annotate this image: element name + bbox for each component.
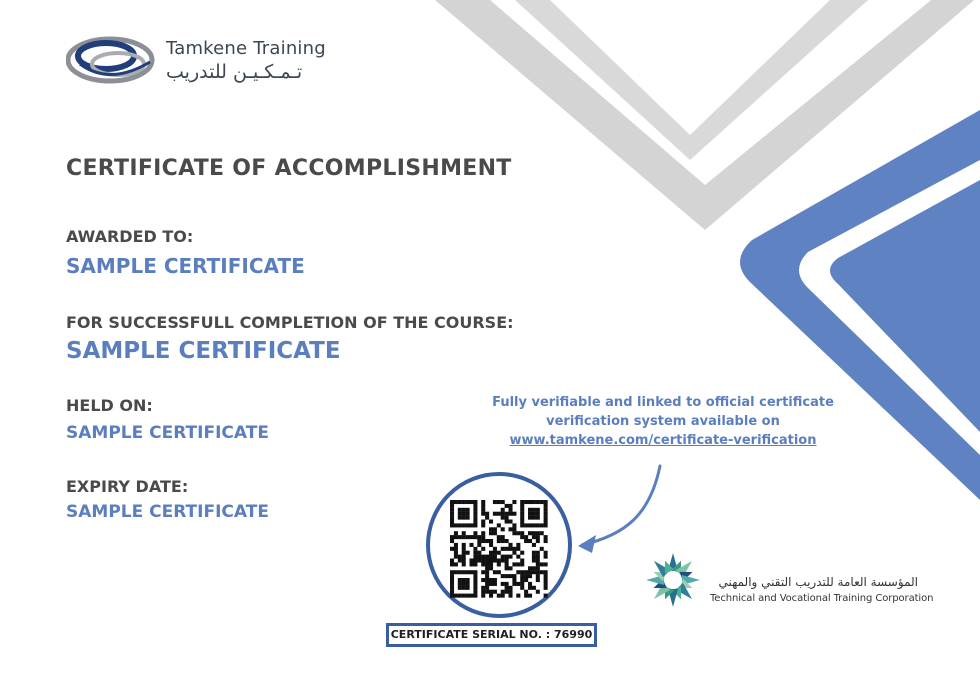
tvtc-name-english: Technical and Vocational Training Corporation [710, 593, 934, 604]
awarded-to-label: AWARDED TO: [66, 227, 194, 246]
certificate-title: CERTIFICATE OF ACCOMPLISHMENT [66, 156, 512, 181]
held-on-value: SAMPLE CERTIFICATE [66, 423, 269, 443]
expiry-date-label: EXPIRY DATE: [66, 477, 189, 496]
expiry-date-value: SAMPLE CERTIFICATE [66, 502, 269, 522]
course-label: FOR SUCCESSFULL COMPLETION OF THE COURSE: [66, 313, 514, 332]
verification-line-1: Fully verifiable and linked to official certificate [492, 395, 834, 410]
tamkene-logo-icon [66, 34, 158, 86]
verification-link[interactable]: www.tamkene.com/certificate-verification [509, 433, 817, 448]
curved-arrow-icon [582, 466, 660, 545]
tvtc-logo [640, 548, 934, 628]
tamkene-logo [66, 34, 336, 90]
arrow-head [578, 535, 596, 553]
serial-number: CERTIFICATE SERIAL NO. : 76990 [386, 623, 597, 647]
tvtc-emblem-icon [640, 548, 706, 620]
logo-name-arabic: تـمـكـيـن للتدريب [166, 61, 303, 83]
qr-code-badge [425, 471, 573, 619]
qr-code-icon[interactable] [425, 471, 573, 619]
verification-notice [482, 393, 844, 450]
tvtc-name-arabic: المؤسسة العامة للتدريب التقني والمهني [718, 575, 918, 589]
held-on-label: HELD ON: [66, 396, 153, 415]
logo-name-english: Tamkene Training [166, 38, 326, 59]
verification-line-2: verification system available on [546, 414, 780, 429]
course-value: SAMPLE CERTIFICATE [66, 338, 341, 364]
awarded-to-value: SAMPLE CERTIFICATE [66, 254, 305, 278]
